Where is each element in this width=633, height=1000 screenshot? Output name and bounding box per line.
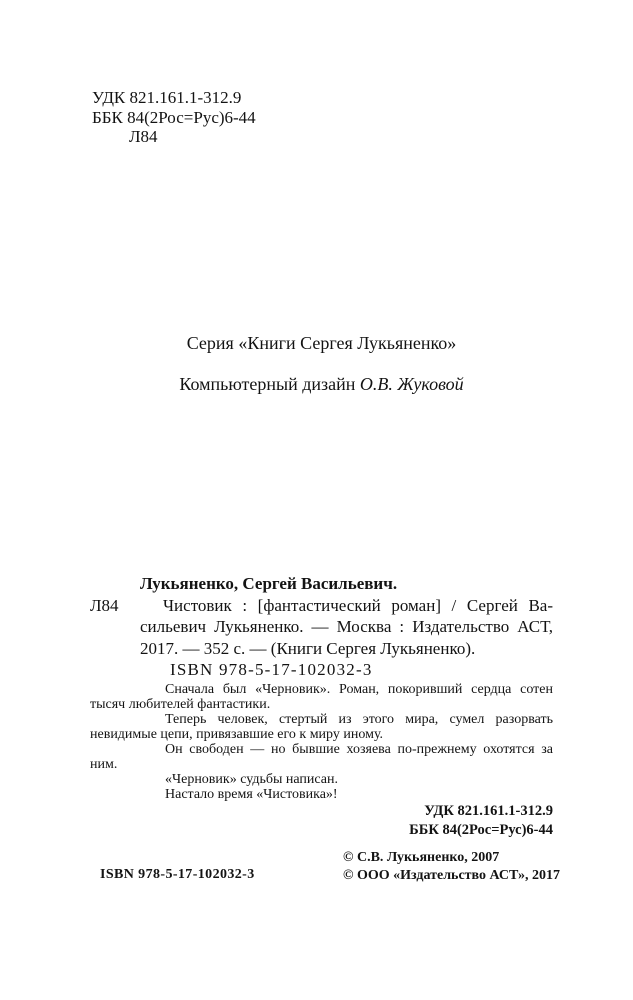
catalog-isbn: ISBN 978-5-17-102032-3: [170, 660, 373, 679]
udk-code: УДК 821.161.1-312.9: [92, 88, 242, 107]
annotation-block: [90, 682, 553, 802]
catalog-author-heading: Лукьяненко, Сергей Васильевич.: [140, 574, 398, 593]
annotation-line: «Черновик» судьбы написан.: [165, 772, 338, 787]
catalog-description-line: 2017. — 352 с. — (Книги Сергея Лукьяненко).: [140, 638, 476, 658]
bottom-classification-codes: [409, 802, 553, 840]
design-credit-prefix: Компьютерный дизайн: [179, 374, 360, 394]
catalog-description-line: сильевич Лукьяненко. — Москва : Издательство АСТ,: [140, 617, 553, 636]
design-credit: [90, 374, 553, 395]
copyright-author: © С.В. Лукьяненко, 2007: [343, 850, 500, 865]
annotation-line: тысяч любителей фантастики.: [90, 697, 271, 712]
annotation-line: Он свободен — но бывшие хозяева по-прежнему охотятся за: [165, 742, 553, 757]
bbk-code-bottom: ББК 84(2Рос=Рус)6-44: [409, 822, 553, 838]
annotation-line: невидимые цепи, привязавшие его к миру иному.: [90, 727, 384, 742]
bottom-isbn: ISBN 978-5-17-102032-3: [100, 867, 255, 882]
top-classification-codes: [92, 88, 256, 147]
udk-code-bottom: УДК 821.161.1-312.9: [424, 803, 553, 819]
annotation-line: Сначала был «Черновик». Роман, покоривший сердца сотен: [165, 682, 553, 697]
annotation-line: Теперь человек, стертый из этого мира, сумел разорвать: [165, 712, 553, 727]
series-block: [90, 333, 553, 395]
copyright-block: [343, 849, 560, 885]
author-sign-code: Л84: [129, 127, 158, 146]
copyright-publisher: © ООО «Издательство АСТ», 2017: [343, 868, 561, 883]
catalog-entry: [90, 573, 553, 681]
annotation-line: Настало время «Чистовика»!: [165, 787, 338, 802]
catalog-author-code: Л84: [90, 595, 119, 615]
series-title: Серия «Книги Сергея Лукьяненко»: [186, 333, 457, 353]
design-credit-name: О.В. Жуковой: [359, 374, 464, 394]
catalog-description-line: Чистовик : [фантастический роман] / Сергей Ва-: [163, 595, 553, 615]
annotation-line: ним.: [90, 757, 118, 772]
bbk-code: ББК 84(2Рос=Рус)6-44: [92, 107, 256, 127]
